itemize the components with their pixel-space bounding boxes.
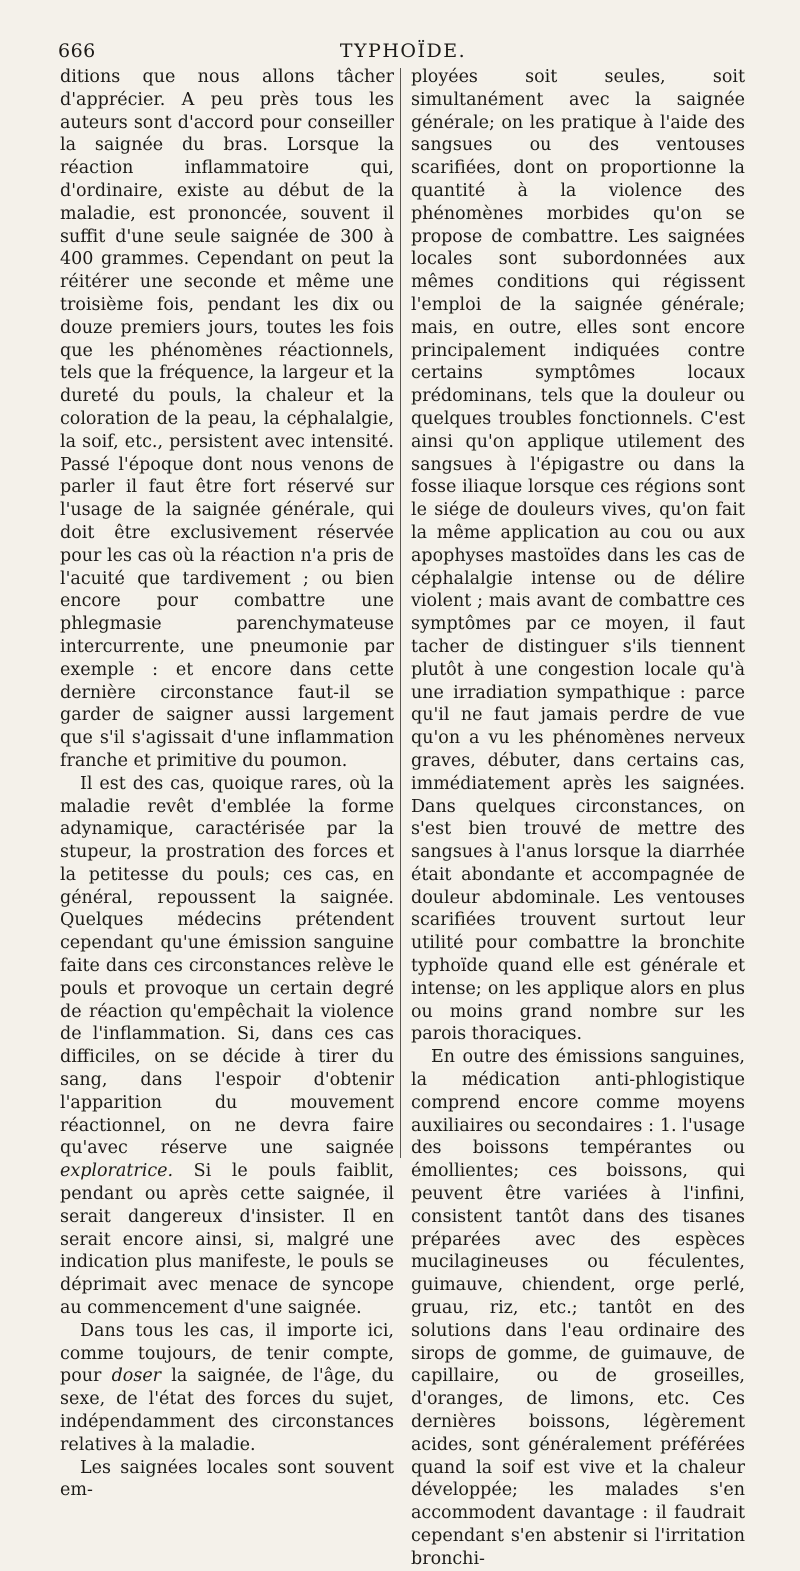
paragraph-left-3-italic: doser — [111, 1366, 162, 1387]
paragraph-left-3-text-b: la saignée, de l'âge, du sexe, de l'état des forces du sujet, indépendamment des circonstances relatives à la maladie. — [60, 1366, 394, 1455]
paragraph-left-2-text-a: Il est des cas, quoique rares, où la maladie revêt d'emblée la forme adynamique, caractérisée par la stupeur, la prostration des forces et la petitesse du pouls; ces cas, en général, repoussent la saignée. Quelques médecins prétendent cependant qu'une émission sanguine faite dans ces circonstances relève le pouls et provoque un certain degré de réaction qu'empêchait la violence de l'inflammation. Si, dans ces cas difficiles, on se décide à tirer du sang, dans l'espoir d'obtenir l'apparition du mouvement réactionnel, on ne devra faire qu'avec réserve une saignée — [60, 773, 394, 1159]
paragraph-left-2-italic: exploratrice. — [60, 1161, 174, 1182]
paragraph-right-2: En outre des émissions sanguines, la médication anti-phlogistique comprend encore comme moyens auxiliaires ou secondaires : 1. l'usage des boissons tempérantes ou émollientes; ces boissons, qui peuvent être variées à l'infini, consistent tantôt dans des tisanes préparées avec des espèces mucilagineuses ou féculentes, guimauve, chiendent, orge perlé, gruau, riz, etc.; tantôt en des solutions dans l'eau ordinaire des sirops de gomme, de guimauve, de capillaire, ou de groseilles, d'oranges, de limons, etc. Ces dernières boissons, légèrement acides, sont généralement préférées quand la soif est vive et la chaleur développée; les malades s'en accommodent davantage : il faudrait cependant s'en abstenir si l'irritation bronchi- — [411, 1047, 745, 1569]
right-column — [411, 66, 745, 1571]
left-column — [60, 66, 394, 1502]
running-title: TYPHOÏDE. — [339, 40, 467, 62]
page-number: 666 — [58, 40, 96, 62]
paragraph-left-1: ditions que nous allons tâcher d'apprécier. A peu près tous les auteurs sont d'accord pour conseiller la saignée du bras. Lorsque la réaction inflammatoire qui, d'ordinaire, existe au début de la maladie, est prononcée, souvent il suffit d'une seule saignée de 300 à 400 grammes. Cependant on peut la réitérer une seconde et même une troisième fois, pendant les dix ou douze premiers jours, toutes les fois que les phénomènes réactionnels, tels que la fréquence, la largeur et la dureté du pouls, la chaleur et la coloration de la peau, la céphalalgie, la soif, etc., persistent avec intensité. Passé l'époque dont nous venons de parler il faut être fort réservé sur l'usage de la saignée générale, qui doit être exclusivement réservée pour les cas où la réaction n'a pris de l'acuité que tardivement ; ou bien encore pour combattre une phlegmasie parenchymateuse intercurrente, une pneumonie par exemple : et encore dans cette dernière circonstance faut-il se garder de saigner aussi largement que s'il s'agissait d'une inflammation franche et primitive du poumon. — [60, 67, 394, 771]
paragraph-left-4: Les saignées locales sont souvent em- — [60, 1457, 394, 1501]
paragraph-left-2-text-b: Si le pouls faiblit, pendant ou après cette saignée, il serait dangereux d'insister. Il en serait encore ainsi, si, malgré une indication plus manifeste, le pouls se déprimait avec menace de syncope au commencement d'une saignée. — [60, 1161, 394, 1319]
paragraph-left-3 — [60, 1320, 394, 1457]
paragraph-left-3-text-a: Dans tous les cas, il importe ici, comme toujours, de tenir compte, pour — [60, 1320, 394, 1387]
column-divider — [400, 68, 401, 1158]
paragraph-right-1: ployées soit seules, soit simultanément avec la saignée générale; on les pratique à l'aide des sangsues ou des ventouses scarifiées, dont on proportionne la quantité à la violence des phénomènes morbides qu'on se propose de combattre. Les saignées locales sont subordonnées aux mêmes conditions qui régissent l'emploi de la saignée générale; mais, en outre, elles sont encore principalement indiquées contre certains symptômes locaux prédominans, tels que la douleur ou quelques troubles fonctionnels. C'est ainsi qu'on applique utilement des sangsues à l'épigastre ou dans la fosse iliaque lorsque ces régions sont le siége de douleurs vives, qu'on fait la même application au cou ou aux apophyses mastoïdes dans les cas de céphalalgie intense ou de délire violent ; mais avant de combattre ces symptômes par ce moyen, il faut tacher de distinguer s'ils tiennent plutôt à une congestion locale qu'à une irradiation sympathique : parce qu'il ne faut jamais perdre de vue qu'on a vu les phénomènes nerveux graves, débuter, dans certains cas, immédiatement après les saignées. Dans quelques circonstances, on s'est bien trouvé de mettre des sangsues à l'anus lorsque la diarrhée était abondante et accompagnée de douleur abdominale. Les ventouses scarifiées trouvent surtout leur utilité pour combattre la bronchite typhoïde quand elle est générale et intense; on les applique alors en plus ou moins grand nombre sur les parois thoraciques. — [411, 67, 745, 1045]
page-header — [58, 40, 748, 66]
paragraph-left-2 — [60, 773, 394, 1320]
